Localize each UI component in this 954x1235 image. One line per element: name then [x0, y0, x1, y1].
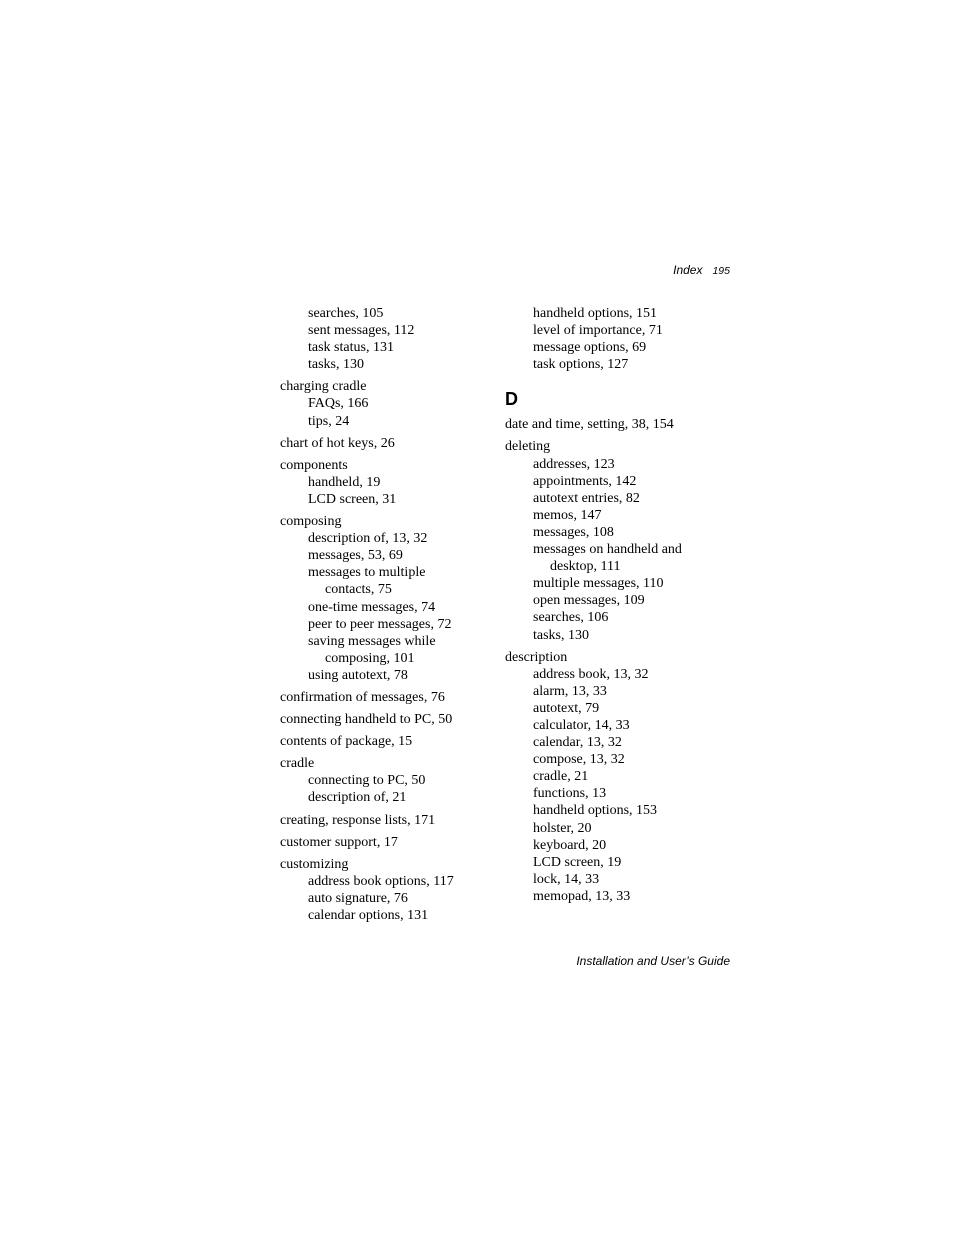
index-term: creating, response lists, 171: [280, 812, 436, 828]
index-subterm: compose, 13, 32: [533, 752, 625, 768]
index-subterm: messages on handheld and: [533, 542, 682, 558]
index-subterm: one-time messages, 74: [308, 599, 436, 615]
index-subterm: cradle, 21: [533, 769, 589, 785]
index-term: description: [505, 649, 568, 665]
index-entry: [280, 834, 495, 851]
index-subterm: lock, 14, 33: [533, 871, 600, 887]
index-subterm: desktop, 111: [550, 559, 621, 575]
index-entry: [280, 689, 495, 706]
page-number: 195: [712, 265, 730, 277]
index-term: cradle: [280, 756, 315, 772]
index-term: chart of hot keys, 26: [280, 435, 395, 451]
index-subterm: task options, 127: [533, 357, 629, 373]
index-subterm: contacts, 75: [325, 582, 392, 598]
index-subterm: description of, 21: [308, 790, 407, 806]
index-subterm: holster, 20: [533, 820, 592, 836]
index-entry: [505, 438, 730, 643]
index-subterm: multiple messages, 110: [533, 576, 664, 592]
index-subterm: functions, 13: [533, 786, 607, 802]
index-subterm: memos, 147: [533, 507, 602, 523]
index-entry: [280, 755, 495, 806]
index-subterm: keyboard, 20: [533, 837, 607, 853]
index-subterm: sent messages, 112: [308, 323, 415, 339]
index-column-right: [505, 305, 730, 910]
index-term: connecting handheld to PC, 50: [280, 712, 453, 728]
index-entry: [280, 457, 495, 508]
index-subterm: auto signature, 76: [308, 890, 408, 906]
index-subterm: tasks, 130: [533, 627, 589, 643]
index-column-right-bottom: [505, 416, 730, 905]
index-term: confirmation of messages, 76: [280, 689, 445, 705]
index-subterm: appointments, 142: [533, 473, 637, 489]
header-label: Index: [673, 263, 703, 277]
index-subterm: calculator, 14, 33: [533, 717, 630, 733]
index-subterm: addresses, 123: [533, 456, 615, 472]
index-term: date and time, setting, 38, 154: [505, 417, 674, 433]
index-subterm: LCD screen, 31: [308, 491, 397, 507]
index-term: contents of package, 15: [280, 734, 413, 750]
index-subterm: messages, 108: [533, 524, 614, 540]
index-subterm: handheld options, 151: [533, 306, 658, 321]
index-column-right-top: [505, 305, 730, 373]
index-subterm: autotext, 79: [533, 700, 600, 716]
section-letter: D: [505, 389, 518, 410]
index-subterm: saving messages while: [308, 633, 436, 649]
index-entry: [280, 733, 495, 750]
index-subterm: message options, 69: [533, 340, 647, 356]
index-column-left: [280, 305, 495, 929]
index-subterm: memopad, 13, 33: [533, 888, 631, 904]
index-subterm: address book, 13, 32: [533, 666, 649, 682]
index-subterm: handheld options, 153: [533, 803, 658, 819]
index-subterm: searches, 105: [308, 306, 384, 321]
index-subterm: description of, 13, 32: [308, 531, 428, 547]
index-subterm: messages to multiple: [308, 565, 426, 581]
index-subterm: searches, 106: [533, 610, 609, 626]
index-term: charging cradle: [280, 379, 367, 395]
index-subterm: messages, 53, 69: [308, 548, 403, 564]
index-term: customer support, 17: [280, 834, 398, 850]
index-subterm: FAQs, 166: [308, 396, 369, 412]
index-subterm: connecting to PC, 50: [308, 773, 426, 789]
index-subterm: autotext entries, 82: [533, 490, 640, 506]
index-subterm: calendar options, 131: [308, 908, 429, 923]
index-subterm: LCD screen, 19: [533, 854, 622, 870]
index-entry: [505, 649, 730, 905]
index-entry: [280, 513, 495, 684]
index-term: deleting: [505, 439, 551, 455]
index-entry: [505, 416, 730, 433]
index-subterm: open messages, 109: [533, 593, 645, 609]
running-footer: Installation and User’s Guide: [576, 954, 730, 968]
running-header: [673, 263, 730, 277]
index-subterm: tips, 24: [308, 413, 350, 429]
index-term: composing: [280, 514, 342, 530]
index-subterm: alarm, 13, 33: [533, 683, 607, 699]
index-entry: [280, 812, 495, 829]
index-subterm: level of importance, 71: [533, 323, 663, 339]
index-subterm: peer to peer messages, 72: [308, 616, 452, 632]
index-subterm: using autotext, 78: [308, 667, 408, 683]
index-entry: [280, 305, 495, 373]
index-term: components: [280, 457, 348, 473]
index-entry: [280, 711, 495, 728]
index-subterm: handheld, 19: [308, 474, 381, 490]
index-entry: [505, 305, 730, 373]
index-subterm: address book options, 117: [308, 873, 454, 889]
index-subterm: tasks, 130: [308, 357, 364, 373]
index-subterm: calendar, 13, 32: [533, 735, 622, 751]
index-entry: [280, 435, 495, 452]
index-entry: [280, 856, 495, 924]
index-term: customizing: [280, 856, 349, 872]
index-subterm: task status, 131: [308, 340, 394, 356]
index-entry: [280, 378, 495, 429]
index-subterm: composing, 101: [325, 650, 415, 666]
